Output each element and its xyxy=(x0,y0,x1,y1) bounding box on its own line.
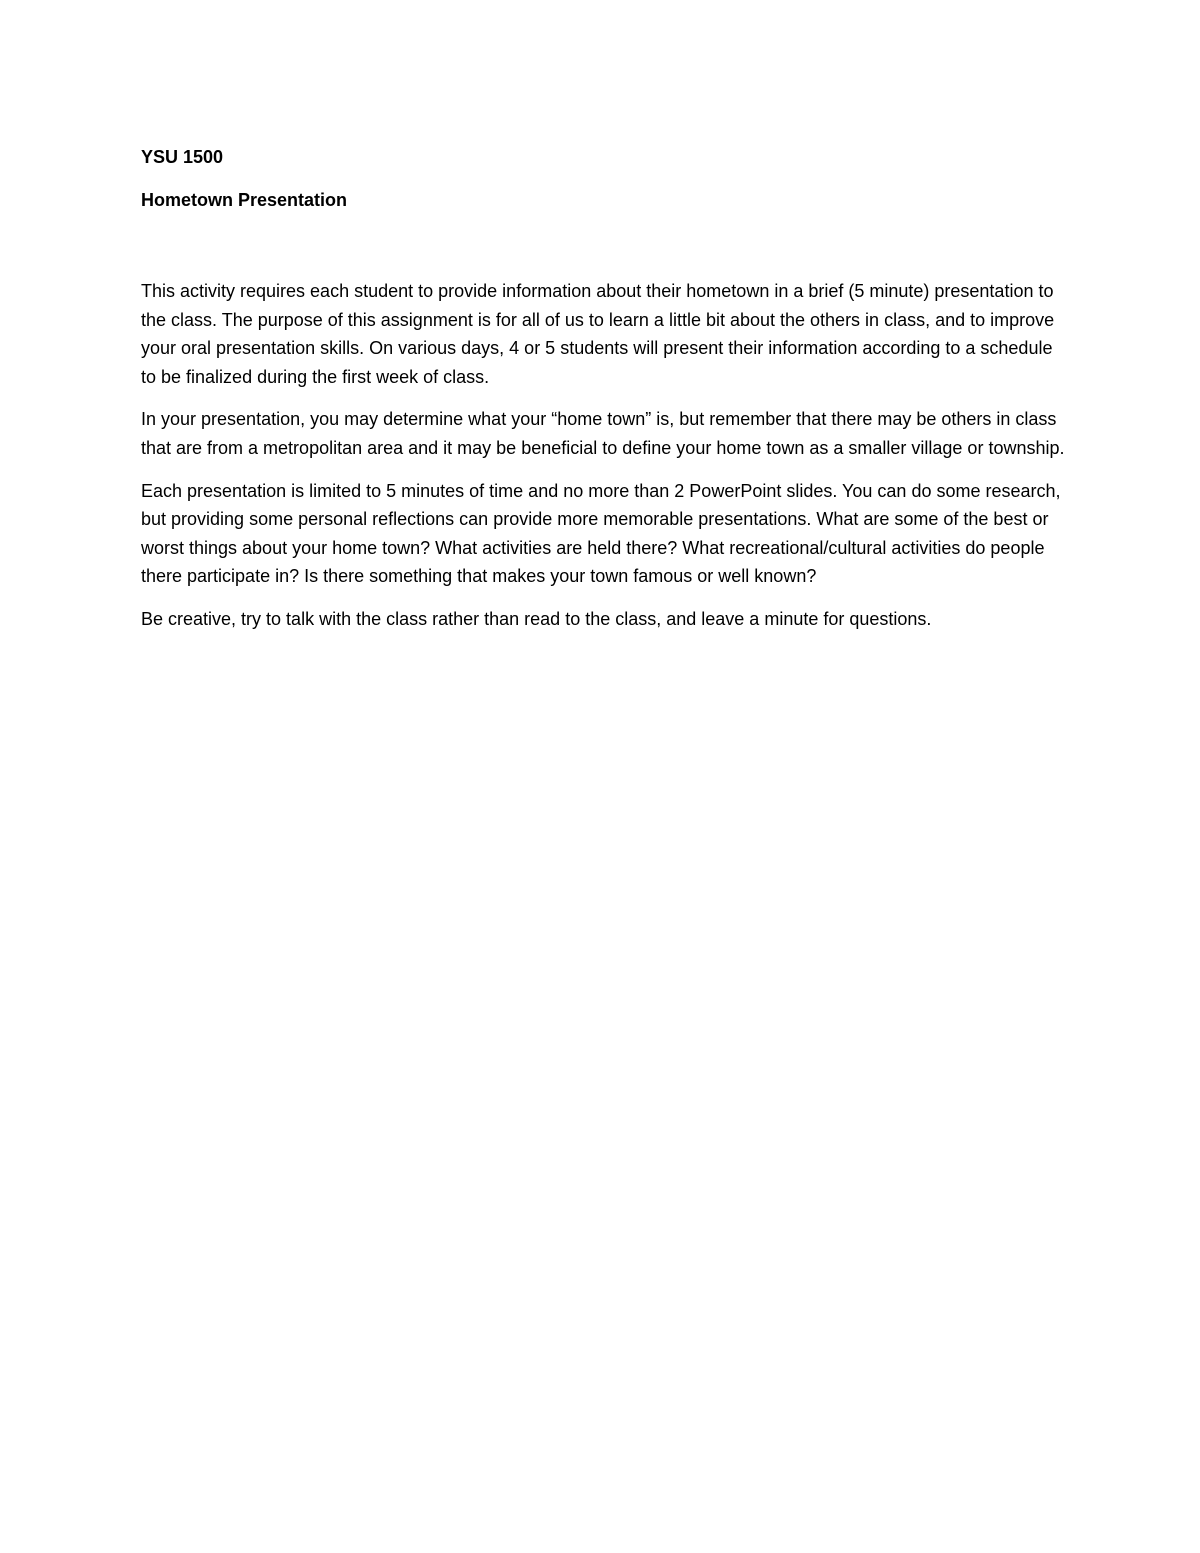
paragraph-intro: This activity requires each student to provide information about their hometown in a brief (5 minute) presentation to the class. The purpose of this assignment is for all of us to learn a little bit about the others in class, and to improve your oral presentation skills. On various days, 4 or 5 students will present their information according to a schedule to be finalized during the first week of class. xyxy=(141,281,1055,387)
paragraph-closing: Be creative, try to talk with the class rather than read to the class, and leave a minute for questions. xyxy=(141,608,932,629)
paragraph-hometown-definition: In your presentation, you may determine what your “home town” is, but remember that there may be others in class that are from a metropolitan area and it may be beneficial to define your home town as a smaller village or township. xyxy=(141,409,1065,458)
document-body xyxy=(141,143,1066,648)
paragraph-requirements: Each presentation is limited to 5 minutes of time and no more than 2 PowerPoint slides. You can do some research, but providing some personal reflections can provide more memorable presentations. What are some of the best or worst things about your home town? What activities are held there? What recreational/cultural activities do people there participate in? Is there something that makes your town famous or well known? xyxy=(141,480,1061,587)
course-code: YSU 1500 xyxy=(141,147,224,167)
document-title: Hometown Presentation xyxy=(141,190,348,210)
